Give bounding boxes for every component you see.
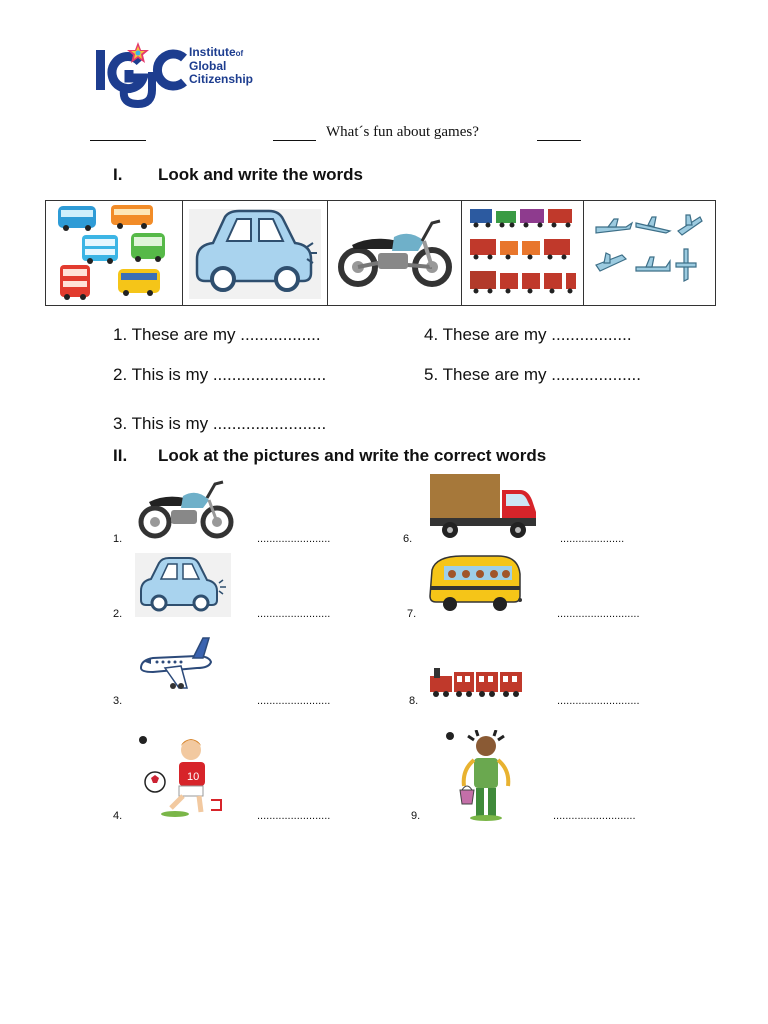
car-icon <box>135 553 231 617</box>
item-number-8: 8. <box>409 695 419 707</box>
school-bus-icon <box>426 552 524 614</box>
plane-icon <box>137 634 215 694</box>
picture-train <box>426 660 526 700</box>
answer-blank-1[interactable]: ........................ <box>257 533 331 545</box>
item-number: 5. <box>424 365 439 384</box>
igc-logo-mark <box>94 40 189 108</box>
picture-motorbike <box>135 476 237 540</box>
item-number-2: 2. <box>113 608 123 620</box>
picture-truck <box>428 472 538 542</box>
motorbike-icon <box>328 201 462 305</box>
item-number: 1. <box>113 325 128 344</box>
item-number-9: 9. <box>411 810 421 822</box>
logo-line-1-small: of <box>235 49 244 58</box>
answer-blank-7[interactable]: ........................... <box>557 608 640 620</box>
gardener-girl-icon <box>444 730 528 822</box>
answer-blank-6[interactable]: ..................... <box>560 533 625 545</box>
section-2-title: Look at the pictures and write the correct words <box>158 446 547 465</box>
buses-cell <box>46 201 183 305</box>
section-2-heading <box>113 446 673 468</box>
exercise-1-item-4 <box>424 325 632 345</box>
answer-blank-9[interactable]: ........................... <box>553 810 636 822</box>
item-text: This is my ........................ <box>131 365 327 384</box>
exercise-1-item-5 <box>424 365 641 385</box>
item-text: This is my ........................ <box>131 414 327 433</box>
picture-football-player <box>137 734 223 818</box>
picture-car <box>135 553 231 617</box>
logo-text <box>189 46 253 86</box>
exercise-1-item-3 <box>113 414 326 434</box>
trains-icon <box>462 201 584 305</box>
motorbike-icon <box>135 476 237 540</box>
exercise-1-item-2 <box>113 365 326 385</box>
picture-plane <box>137 634 215 694</box>
item-text: These are my ................... <box>442 365 641 384</box>
picture-gardener-girl <box>444 730 528 822</box>
section-2-number: II. <box>113 446 128 465</box>
item-number: 4. <box>424 325 439 344</box>
answer-blank-4[interactable]: ........................ <box>257 810 331 822</box>
logo-line-1: Institute <box>189 45 236 59</box>
trains-cell <box>462 201 584 305</box>
car-icon <box>183 201 327 305</box>
date-blank-line <box>537 140 581 141</box>
buses-icon <box>46 201 182 305</box>
exercise-1-item-1 <box>113 325 321 345</box>
train-icon <box>426 660 526 700</box>
item-text: These are my ................. <box>442 325 632 344</box>
answer-blank-8[interactable]: ........................... <box>557 695 640 707</box>
football-player-icon <box>137 734 223 818</box>
name-blank-line <box>90 140 146 141</box>
car-cell <box>183 201 328 305</box>
page-title: What´s fun about games? <box>326 124 479 140</box>
item-number-3: 3. <box>113 695 123 707</box>
item-number: 3. <box>113 414 128 433</box>
picture-school-bus <box>426 552 524 614</box>
answer-blank-2[interactable]: ........................ <box>257 608 331 620</box>
svg-text:10: 10 <box>187 771 200 783</box>
item-number: 2. <box>113 365 128 384</box>
truck-icon <box>428 472 538 542</box>
item-number-4: 4. <box>113 810 123 822</box>
item-number-7: 7. <box>407 608 417 620</box>
picture-table <box>45 200 716 306</box>
logo-line-3: Citizenship <box>189 72 254 86</box>
section-1-title: Look and write the words <box>158 165 363 184</box>
item-text: These are my ................. <box>131 325 321 344</box>
section-1-heading <box>113 165 513 187</box>
logo-line-2: Global <box>189 59 227 73</box>
item-number-6: 6. <box>403 533 413 545</box>
class-blank-line <box>273 140 316 141</box>
planes-cell <box>584 201 715 305</box>
motorbike-cell <box>328 201 462 305</box>
answer-blank-3[interactable]: ........................ <box>257 695 331 707</box>
planes-icon <box>584 201 714 305</box>
section-1-number: I. <box>113 165 123 184</box>
item-number-1: 1. <box>113 533 123 545</box>
